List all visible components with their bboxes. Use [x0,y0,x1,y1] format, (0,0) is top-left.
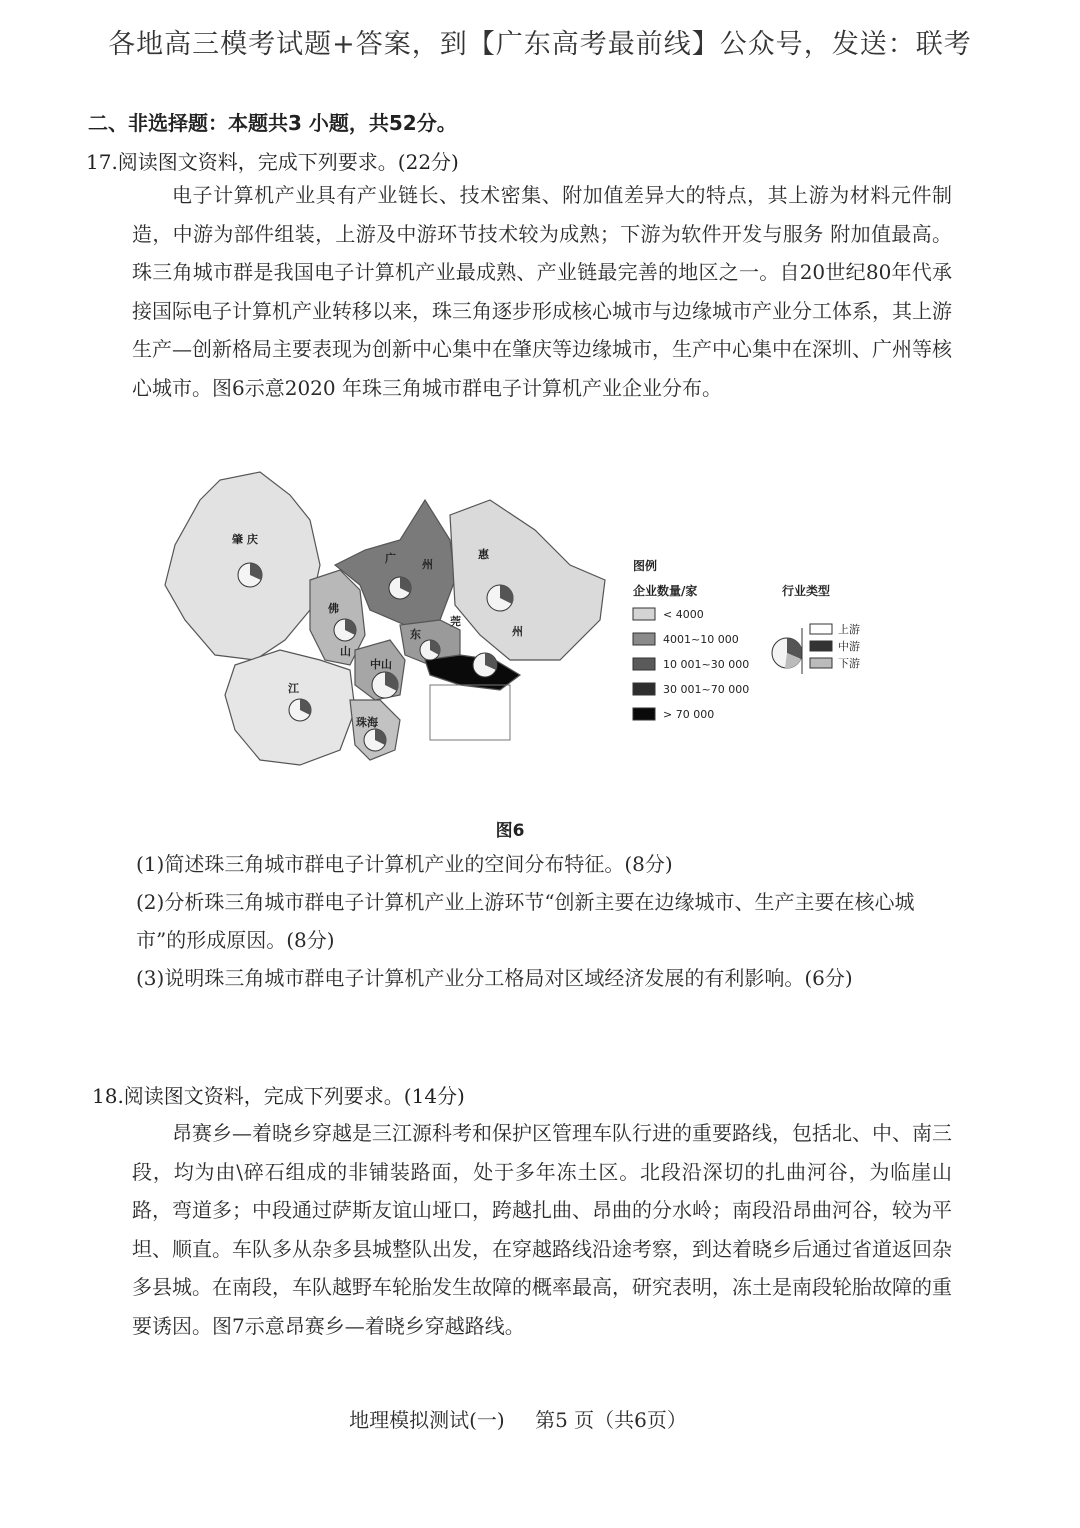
label-hui: 惠 [478,548,489,561]
label-jiang: 江 [288,682,299,695]
legend-type-midstream: 中游 [838,640,860,653]
legend-class-swatch [633,708,655,720]
legend-title: 图例 [633,559,658,573]
pie-jiangmen [289,699,311,721]
legend-class-label: > 70 000 [663,708,715,721]
question-17-sub-3: (3)说明珠三角城市群电子计算机产业分工格局对区域经济发展的有利影响。(6分) [136,966,853,990]
pie-dongguan [420,640,440,660]
question-17-paragraph: 电子计算机产业具有产业链长、技术密集、附加值差异大的特点，其上游为材料元件制造，中游为部件组装，上游及中游环节技术较为成熟；下游为软件开发与服务 附加值最高。珠三角城市群是我国电子计算机产业最成熟、产业链最完善的地区之一。自20世纪80年代承接国际电子计算机产业转移以来，珠三角逐步形成核心城市与边缘城市产业分工体系，其上游生产—创新格局主要表现为创新中心集中在肇庆等边缘城市，生产中心集中在深圳、广州等核心城市。图6示意2020 年珠三角城市群电子计算机产业企业分布。 [132,183,952,400]
label-dong: 东 [410,628,421,641]
page-footer [0,1404,1036,1433]
legend-classes [633,608,749,721]
label-fo: 佛 [328,602,339,615]
pie-zhuhai [364,729,386,751]
figure-6-caption: 图6 [495,821,525,841]
question-17-heading: 17.阅读图文资料，完成下列要求。(22分) [86,150,459,174]
question-18-heading: 18.阅读图文资料，完成下列要求。(14分) [92,1084,465,1108]
legend-type-midstream-swatch [810,641,832,651]
region-huizhou [450,500,605,660]
pie-zhaoqing [238,563,262,587]
question-18-paragraph: 昂赛乡—着晓乡穿越是三江源科考和保护区管理车队行进的重要路线，包括北、中、南三段，均为由\碎石组成的非铺装路面，处于多年冻土区。北段沿深切的扎曲河谷，为临崖山路，弯道多；中段通过萨斯友谊山垭口，跨越扎曲、昂曲的分水岭；南段沿昂曲河谷，较为平坦、顺直。车队多从杂多县城整队出发，在穿越路线沿途考察，到达着晓乡后通过省道返回杂多县城。在南段，车队越野车轮胎发生故障的概率最高，研究表明，冻土是南段轮胎故障的重要诱因。图7示意昂赛乡—着晓乡穿越路线。 [132,1121,952,1338]
legend-class-swatch [633,658,655,670]
legend-class-swatch [633,633,655,645]
legend-class-swatch [633,608,655,620]
hk-inset-outline [430,685,510,740]
legend-class-label: 30 001~70 000 [663,683,750,696]
label-zhuhai: 珠海 [356,716,378,729]
legend-class-label: 10 001~30 000 [663,658,750,671]
footer-page-number: 第5 页（共6页） [535,1408,687,1432]
label-zhaoqing: 肇 庆 [232,533,258,546]
promo-banner: 各地高三模考试题+答案，到【广东高考最前线】公众号，发送：联考 [108,29,972,60]
legend-type-upstream: 上游 [838,623,860,636]
legend-type-upstream-swatch [810,624,832,634]
pie-shenzhen [473,653,497,677]
label-zhou-guangzhou: 州 [422,558,433,571]
legend-count-title: 企业数量/家 [633,584,698,598]
prd-map-svg [160,460,900,815]
label-zhou-huizhou: 州 [512,625,523,638]
legend-type-pie [772,628,802,674]
pie-foshan [334,619,356,641]
section-title: 二、非选择题：本题共3 小题，共52分。 [88,111,457,135]
legend-type-downstream: 下游 [838,657,860,670]
pie-zhongshan [372,672,398,698]
pie-huizhou [487,585,513,611]
label-shan: 山 [340,645,351,658]
label-guan: 莞 [450,615,461,628]
question-17-sub-1: (1)简述珠三角城市群电子计算机产业的空间分布特征。(8分) [136,852,673,876]
legend-type-title: 行业类型 [782,584,831,598]
pie-guangzhou [389,577,411,599]
footer-subject: 地理模拟测试(一) [349,1408,505,1432]
question-17-sub-2: (2)分析珠三角城市群电子计算机产业上游环节“创新主要在边缘城市、生产主要在核心城市”的形成原因。(8分) [136,890,915,952]
figure-6-map [160,460,900,815]
label-guang: 广 [385,552,396,565]
legend-class-label: < 4000 [663,608,704,621]
legend-type-downstream-swatch [810,658,832,668]
legend-class-label: 4001~10 000 [663,633,739,646]
label-zhongshan: 中山 [370,658,392,671]
legend-class-swatch [633,683,655,695]
